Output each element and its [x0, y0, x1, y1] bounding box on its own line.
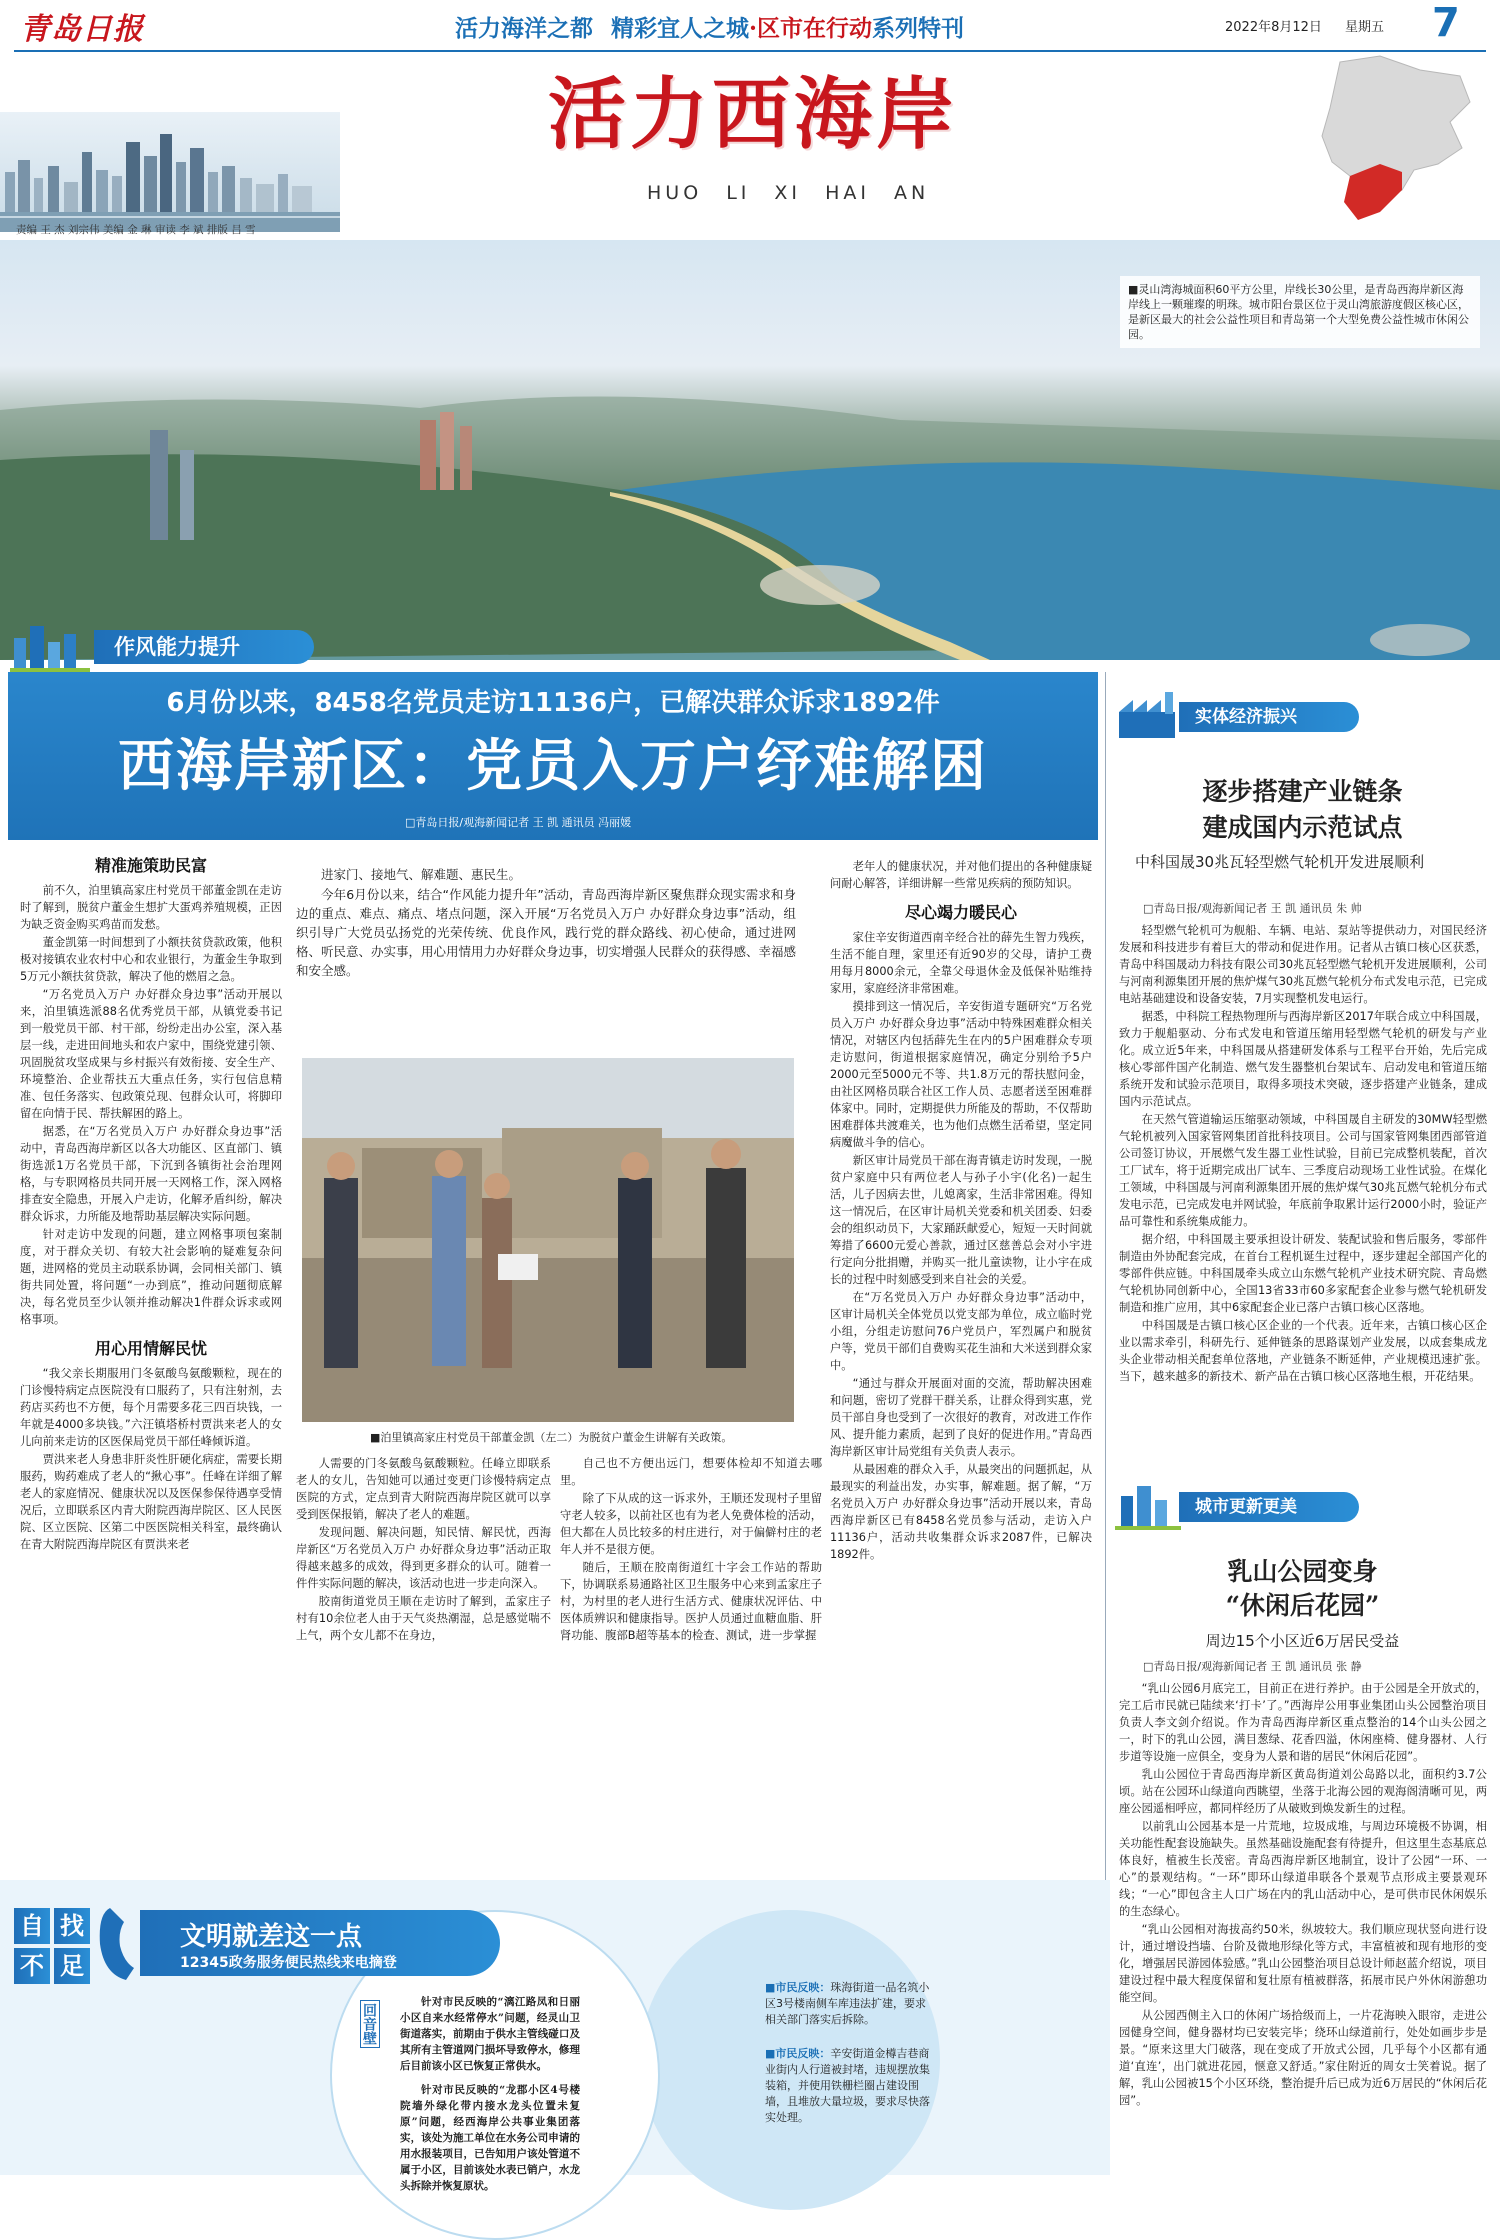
main-para: 前不久，泊里镇高家庄村党员干部董金凯在走访时了解到，脱贫户董金生想扩大蛋鸡养殖规模，正因为缺乏资金购买鸡苗而发愁。 [20, 884, 282, 931]
banner-title: 活力西海岸 [548, 69, 959, 160]
huiyingbi-label: 回音壁 [360, 2000, 380, 2048]
factory-icon [1115, 690, 1181, 740]
slogan-part-d: 系列特刊 [872, 15, 965, 42]
main-para: 随后，王顺在胶南街道红十字会工作站的帮助下，协调联系易通路社区卫生服务中心来到孟家庄子村，为村里的老人进行生活方式、健康状况评估、中医体质辨识和健康指导。医护人员通过血糖血脂、肝肾功能、腹部B超等基本的检查、测试，进一步掌握 [560, 1561, 822, 1642]
report-label: ■市民反映： [765, 2047, 831, 2060]
slogan-part-b: 精彩宜人之城 [611, 15, 750, 42]
main-para: “我父亲长期服用门冬氨酸鸟氨酸颗粒，现在的门诊慢特病定点医院没有口服药了，只有注射剂，去药店买药也不方便，每个月需要多花三四百块钱，一年就是4000多块钱。”六汪镇塔桥村贾洪来老人的女儿向前来走访的区医保局党员干部任峰倾诉道。 [20, 1367, 282, 1448]
slogan-part-a: 活力海洋之都 [455, 15, 593, 42]
masthead-weekday: 星期五 [1345, 20, 1385, 35]
slogan-part-c: ·区市在行动 [749, 15, 873, 42]
city-renewal-icon [1115, 1480, 1181, 1530]
main-para: 从最困难的群众入手，从最突出的问题抓起，从最现实的利益出发，办实事，解难题。据了解，“万名党员入万户 办好群众身边事”活动开展以来，青岛西海岸新区已有8458名党员参与活动，走访入户11136户，活动共收集群众诉求2087件，已解决1892件。 [830, 1463, 1092, 1561]
masthead [0, 0, 1500, 48]
park-title-line-2: “休闲后花园” [1225, 1591, 1380, 1620]
industry-para: 中科国晟是古镇口核心区企业的一个代表。近年来，古镇口核心区企业以需求牵引，科研先行、延伸链条的思路谋划产业发展，以成套集成龙头企业带动相关配套单位落地，产业链条不断延伸，产业规模迅速扩张。当下，越来越多的新技术、新产品在古镇口核心区落地生根，开花结果。 [1119, 1319, 1487, 1383]
park-title-line-1: 乳山公园变身 [1227, 1557, 1378, 1586]
main-kicker: 6月份以来，8458名党员走访11136户，已解决群众诉求1892件 [166, 688, 940, 718]
hotline-section [0, 1880, 1110, 2192]
main-para: “万名党员入万户 办好群众身边事”活动开展以来，泊里镇选派88名优秀党员干部，从镇党委书记到一般党员干部、村干部，纷纷走出办公室，深入基层一线，走进田间地头和农户家中，围绕党建引领、巩固脱贫攻坚成果与乡村振兴有效衔接、安全生产、环境整治、企业帮扶五大重点任务，实行包信息精准、包任务落实、包政策兑现、包群众认可，将脚印留在向情于民、帮扶解困的路上。 [20, 988, 282, 1120]
hotline-title: 文明就差这一点 [180, 1922, 363, 1952]
skyline-illustration [0, 112, 340, 232]
huiyingbi-para: 针对市民反映的“漓江路凤和日丽小区自来水经常停水”问题，经灵山卫街道落实，前期由于供水主管线碰口及其所有主管道网门损坏导致停水，修理后目前该小区已恢复正常供水。 [400, 1996, 580, 2072]
main-para: 发现问题、解决问题，知民情、解民忧，西海岸新区“万名党员入万户 办好群众身边事”活动正取得越来越多的成效，得到更多群众的认可。随着一件件实际问题的解决，该活动也进一步走向深入。 [296, 1526, 551, 1590]
main-subhead-2: 用心用情解民忧 [94, 1339, 207, 1358]
main-subhead-1: 精准施策助民富 [94, 856, 207, 875]
industry-title-line-1: 逐步搭建产业链条 [1202, 777, 1403, 806]
hero-caption-text: ■灵山湾海城面积60平方公里，岸线长30公里，是青岛西海岸新区海岸线上一颗璀璨的明珠。城市阳台景区位于灵山湾旅游度假区核心区，是新区最大的社会公益性项目和青岛第一个大型免费公益性城市休闲公园。 [1128, 283, 1469, 341]
main-para: 家住辛安街道西南辛经合社的薛先生智力残疾，生活不能自理，家里还有近90岁的父母，请护工费用每月8000余元，全靠父母退休金及低保补贴维持家用，家庭经济非常困难。 [830, 931, 1092, 995]
column-divider [1105, 672, 1106, 1882]
city-icon [10, 620, 90, 672]
main-para: 董金凯第一时间想到了小额扶贫贷款政策，他积极对接镇农业农村中心和农业银行，为董金生争取到5万元小额扶贫贷款，解决了他的燃眉之急。 [20, 936, 282, 983]
huiyingbi-para: 针对市民反映的“龙郡小区4号楼院墙外绿化带内接水龙头位置未复原”问题，经西海岸公共事业集团落实，该处为施工单位在水务公司申请的用水报装项目，已告知用户该处管道不属于小区，目前该处水表已销户，水龙头拆除并恢复原状。 [400, 2084, 580, 2192]
telephone-icon [96, 1904, 142, 1984]
report-text: 辛安街道金樽吉巷商业街内人行道被封堵，违规摆放集装箱，并使用铁栅栏圈占建设围墙，且堆放大量垃圾，要求尽快落实处理。 [765, 2047, 930, 2124]
industry-para: 据悉，中科院工程热物理所与西海岸新区2017年联合成立中科国晟，致力于舰船驱动、分布式发电和管道压缩用轻型燃气轮机的研发与产业化。成立近5年来，中科国晟从搭建研发体系与工程平台开始，先后完成核心零部件国产化制造、燃气发生器整机台架试车、启动发电和管道压缩系统开发和试验示范项目，取得多项技术突破，逐步搭建产业链条，建成国内示范试点。 [1119, 1010, 1487, 1108]
park-para: “乳山公园6月底完工，目前正在进行养护。由于公园是全开放式的，完工后市民就已陆续来‘打卡’了。”西海岸公用事业集团山头公园整治项目负责人李文剑介绍说。作为青岛西海岸新区重点整治的14个山头公园之一，时下的乳山公园，满目葱绿、花香四溢，休闲座椅、健身器材、人行步道等设施一应俱全，变身为人景和谐的居民“休闲后花园”。 [1119, 1682, 1487, 1763]
hero-photo [0, 240, 1500, 660]
industry-subtitle: 中科国晟30兆瓦轻型燃气轮机开发进展顺利 [1135, 853, 1425, 871]
main-para: 贾洪来老人身患非肝炎性肝硬化病症，需要长期服药，购药难成了老人的“揪心事”。任峰在详细了解老人的家庭情况、健康状况以及医保参保待遇享受情况后，立即联系区内青大附院西海岸院区、区人民医院、区立医院、区第二中医医院相关科室，最终确认在青大附院西海岸院区有贾洪来老 [20, 1453, 282, 1551]
industry-para: 轻型燃气轮机可为舰船、车辆、电站、泵站等提供动力，对国民经济发展和科技进步有着巨大的带动和促进作用。记者从古镇口核心区获悉，青岛中科国晟动力科技有限公司30兆瓦轻型燃气轮机开发进展顺利，公司与河南利源集团开展的焦炉煤气30兆瓦燃气轮机分布式发电示范，已完成电站基础建设和设备安装，7月实现整机发电运行。 [1119, 924, 1487, 1005]
main-para: 自己也不方便出远门，想要体检却不知道去哪里。 [560, 1457, 822, 1487]
park-para: “乳山公园相对海拔高约50米，纵坡较大。我们顺应现状竖向进行设计，通过增设挡墙、台阶及微地形绿化等方式，丰富植被和现有地形的变化，增强居民游园体验感。”乳山公园整治项目总设计师赵蓝介绍说，项目建设过程中最大程度保留和复壮原有植被群落，拓展市民户外休闲游憩功能空间。 [1119, 1923, 1487, 2004]
char-zi: 自 [14, 1908, 50, 1944]
main-lead-para: 进家门、接地气、解难题、惠民生。 [321, 867, 522, 882]
industry-para: 据介绍，中科国晟主要承担设计研发、装配试验和售后服务，零部件制造由外协配套完成，在首台工程机诞生过程中，逐步建起全部国产化的零部件供应链。中科国晟牵头成立山东燃气轮机产业技术研究院、青岛燃气轮机协同创新中心，全国13省33市60多家配套企业参与燃气轮机研发制造和推广应用，其中6家配套企业已落户古镇口核心区落地。 [1119, 1233, 1487, 1314]
page-number: 7 [1432, 0, 1460, 46]
park-body [1119, 1680, 1487, 2158]
industry-body [1119, 922, 1487, 1442]
park-para: 乳山公园位于青岛西海岸新区黄岛街道刘公岛路以北，面积约3.7公顷。站在公园环山绿道向西眺望，坐落于北海公园的观海阁清晰可见，两座公园遥相呼应，都同样经历了从破败到焕发新生的过程。 [1119, 1768, 1487, 1815]
hero-caption [1120, 276, 1480, 348]
banner-credits: 责编 王 杰 刘宗伟 美编 金 琳 审读 李 斌 排版 吕 雪 [16, 224, 256, 236]
main-para: 摸排到这一情况后，辛安街道专题研究“万名党员入万户 办好群众身边事”活动中特殊困难群众相关情况，对辖区内包括薛先生在内的5户困难群众专项走访慰问，街道根据家庭情况，确定分别给予5户2000元至5000元不等、共1.8万元的帮扶慰问金，由社区网格员联合社区工作人员、志愿者送至困难群体家中。同时，定期提供力所能及的帮助，不仅帮助困难群体共渡难关，也为他们点燃生活希望，坚定同病魔做斗争的信心。 [830, 1000, 1092, 1149]
char-bu: 不 [14, 1948, 50, 1984]
main-para: “通过与群众开展面对面的交流，帮助解决困难和问题，密切了党群干群关系，让群众得到实惠，党员干部自身也受到了一次很好的教育，对改进工作作风、提升能力素质，起到了良好的促进作用。”青岛西海岸新区审计局党组有关负责人表示。 [830, 1377, 1092, 1458]
char-zhao: 找 [54, 1908, 90, 1944]
industry-title-line-2: 建成国内示范试点 [1202, 813, 1403, 842]
main-story-photo [302, 1058, 794, 1422]
main-para: 针对走访中发现的问题，建立网格事项包案制度，对于群众关切、有较大社会影响的疑难复杂问题，进网格的党员主动联系协调，会同相关部门、镇街共同处置，将问题“一办到底”，推动问题彻底解决，每名党员至少认领并推动解决1件群众诉求或网格事项。 [20, 1228, 282, 1326]
right-story-park [1115, 1480, 1490, 2170]
main-col-2-bottom [296, 1455, 551, 1875]
park-subtitle: 周边15个小区近6万居民受益 [1205, 1632, 1400, 1650]
main-subhead-3: 尽心竭力暖民心 [904, 903, 1017, 922]
banner-pinyin: HUO LI XI HAI AN [647, 182, 930, 204]
citizen-report [765, 1980, 935, 2028]
masthead-slogan [455, 10, 964, 43]
main-byline: □青岛日报/观海新闻记者 王 凯 通讯员 冯丽媛 [405, 816, 632, 829]
main-col-3-bottom [560, 1455, 822, 1875]
main-col-4 [830, 858, 1092, 1878]
qingdao-map-illustration [1310, 52, 1480, 232]
main-para: 新区审计局党员干部在海青镇走访时发现，一脱贫户家庭中只有两位老人与孙子小宇(化名)一起生活，儿子因病去世，儿媳离家，生活非常困难。得知这一情况后，在区审计局机关党委和机关团委、妇委会的组织动员下，大家踊跃献爱心，短短一天时间就筹措了6600元爱心善款，通过区慈善总会对小宇进行定向分批捐赠，并购买一批儿童读物，让小宇在成长的过程中时刻感受到来自社会的关爱。 [830, 1154, 1092, 1286]
main-headline: 西海岸新区：党员入万户纾难解困 [118, 733, 988, 799]
main-para: 老年人的健康状况，并对他们提出的各种健康疑问耐心解答，详细讲解一些常见疾病的预防知识。 [830, 860, 1092, 890]
citizen-report [765, 2046, 935, 2126]
section-tag-renewal: 城市更新更美 [1179, 1492, 1359, 1522]
hotline-subtitle: 12345政务服务便民热线来电摘登 [180, 1955, 397, 1971]
huiyingbi-body [400, 1994, 580, 2192]
main-col-2-top [296, 865, 796, 1065]
section-tag-industry: 实体经济振兴 [1179, 702, 1359, 732]
industry-byline: □青岛日报/观海新闻记者 王 凯 通讯员 朱 帅 [1143, 902, 1362, 915]
citizen-reports [765, 1980, 935, 2126]
park-byline: □青岛日报/观海新闻记者 王 凯 通讯员 张 静 [1143, 1660, 1362, 1673]
main-photo-caption: ■泊里镇高家庄村党员干部董金凯（左二）为脱贫户董金生讲解有关政策。 [370, 1431, 733, 1444]
masthead-date: 2022年8月12日 [1225, 20, 1322, 35]
people-illustration [302, 1058, 794, 1422]
main-para: 在“万名党员入万户 办好群众身边事”活动中，区审计局机关全体党员以党支部为单位，成立临时党小组，分组走访慰问76户党员户，军烈属户和脱贫户等，党员干部们自费购买花生油和大米送到群众家中。 [830, 1291, 1092, 1372]
section-tag-label: 作风能力提升 [94, 630, 314, 664]
section-tag-work-style [10, 620, 340, 672]
park-para: 从公园西侧主入口的休闲广场拾级而上，一片花海映入眼帘，走进公园健身空间，健身器材均已安装完毕；绕环山绿道前行，处处如画步步是景。“原来这里大门破落，现在变成了开放式公园，几乎每个小区都有通道‘直连’，出门就进花园，惬意又舒适。”家住附近的周女士笑着说。据了解，乳山公园被15个小区环绕，整治提升后已成为近6万居民的“休闲后花园”。 [1119, 2009, 1487, 2107]
banner [0, 52, 1500, 242]
main-lead-para: 今年6月份以来，结合“作风能力提升年”活动，青岛西海岸新区聚焦群众现实需求和身边的重点、难点、痛点、堵点问题，深入开展“万名党员入万户 办好群众身边事”活动，组织引导广大党员弘扬党的光荣传统、优良作风，践行党的群众路线、初心使命，通过进网格、听民意、办实事，用心用情用力办好群众身边事，切实增强人民群众的获得感、幸福感和安全感。 [296, 887, 797, 978]
newspaper-logo: 青岛日报 [20, 12, 144, 47]
industry-para: 在天然气管道输运压缩驱动领域，中科国晟自主研发的30MW轻型燃气轮机被列入国家管网集团首批科技项目。公司与国家管网集团西部管道公司签订协议，开展燃气发生器工业性试验，目前已完成整机装配，首次工厂试车，将于近期完成出厂试车、三季度启动现场工业性试验。在煤化工领域，中科国晟与河南利源集团开展的焦炉煤气30兆瓦燃气轮机分布式发电示范，已完成发电并网试验，年底前争取累计运行2000小时，验证产品可靠性和系统集成能力。 [1119, 1113, 1487, 1228]
main-para: 胶南街道党员王顺在走访时了解到，孟家庄子村有10余位老人由于天气炎热潮湿，总是感觉喘不上气，两个女儿都不在身边， [296, 1595, 551, 1642]
park-para: 以前乳山公园基本是一片荒地，垃圾成堆，与周边环境极不协调，相关功能性配套设施缺失。虽然基础设施配套有待提升，但这里生态基底总体良好，植被生长茂密。青岛西海岸新区地制宜，设计了公园“一环、一心”的景观结构。“一环”即环山绿道串联各个景观节点形成主要景观环线；“一心”即包含主人口广场在内的乳山活动中心，是可供市民休闲娱乐的生态绿心。 [1119, 1820, 1487, 1918]
main-para: 除了下从成的这一诉求外，王顺还发现村子里留守老人较多，以前社区也有为老人免费体检的活动，但大都在人员比较多的村庄进行，对于偏僻村庄的老年人并不是很方便。 [560, 1492, 822, 1556]
right-story-industry [1115, 690, 1490, 1480]
report-label: ■市民反映： [765, 1981, 831, 1994]
char-zu: 足 [54, 1948, 90, 1984]
main-para: 据悉，在“万名党员入万户 办好群众身边事”活动中，青岛西海岸新区以各大功能区、区直部门、镇街选派1万名党员干部，下沉到各镇街社会治理网格，与专职网格员共同开展一天网格工作，深入网格排查安全隐患，开展入户走访，化解矛盾纠纷，解决群众诉求，力所能及地帮助基层解决实际问题。 [20, 1125, 282, 1223]
main-para: 人需要的门冬氨酸鸟氨酸颗粒。任峰立即联系老人的女儿，告知她可以通过变更门诊慢特病定点医院的方式，定点到青大附院西海岸院区就可以享受到医保报销，解决了老人的难题。 [296, 1457, 551, 1521]
report-text: 珠海街道一品名筑小区3号楼南侧车库违法扩建，要求相关部门落实后拆除。 [765, 1981, 930, 2026]
main-col-1 [20, 845, 282, 1865]
